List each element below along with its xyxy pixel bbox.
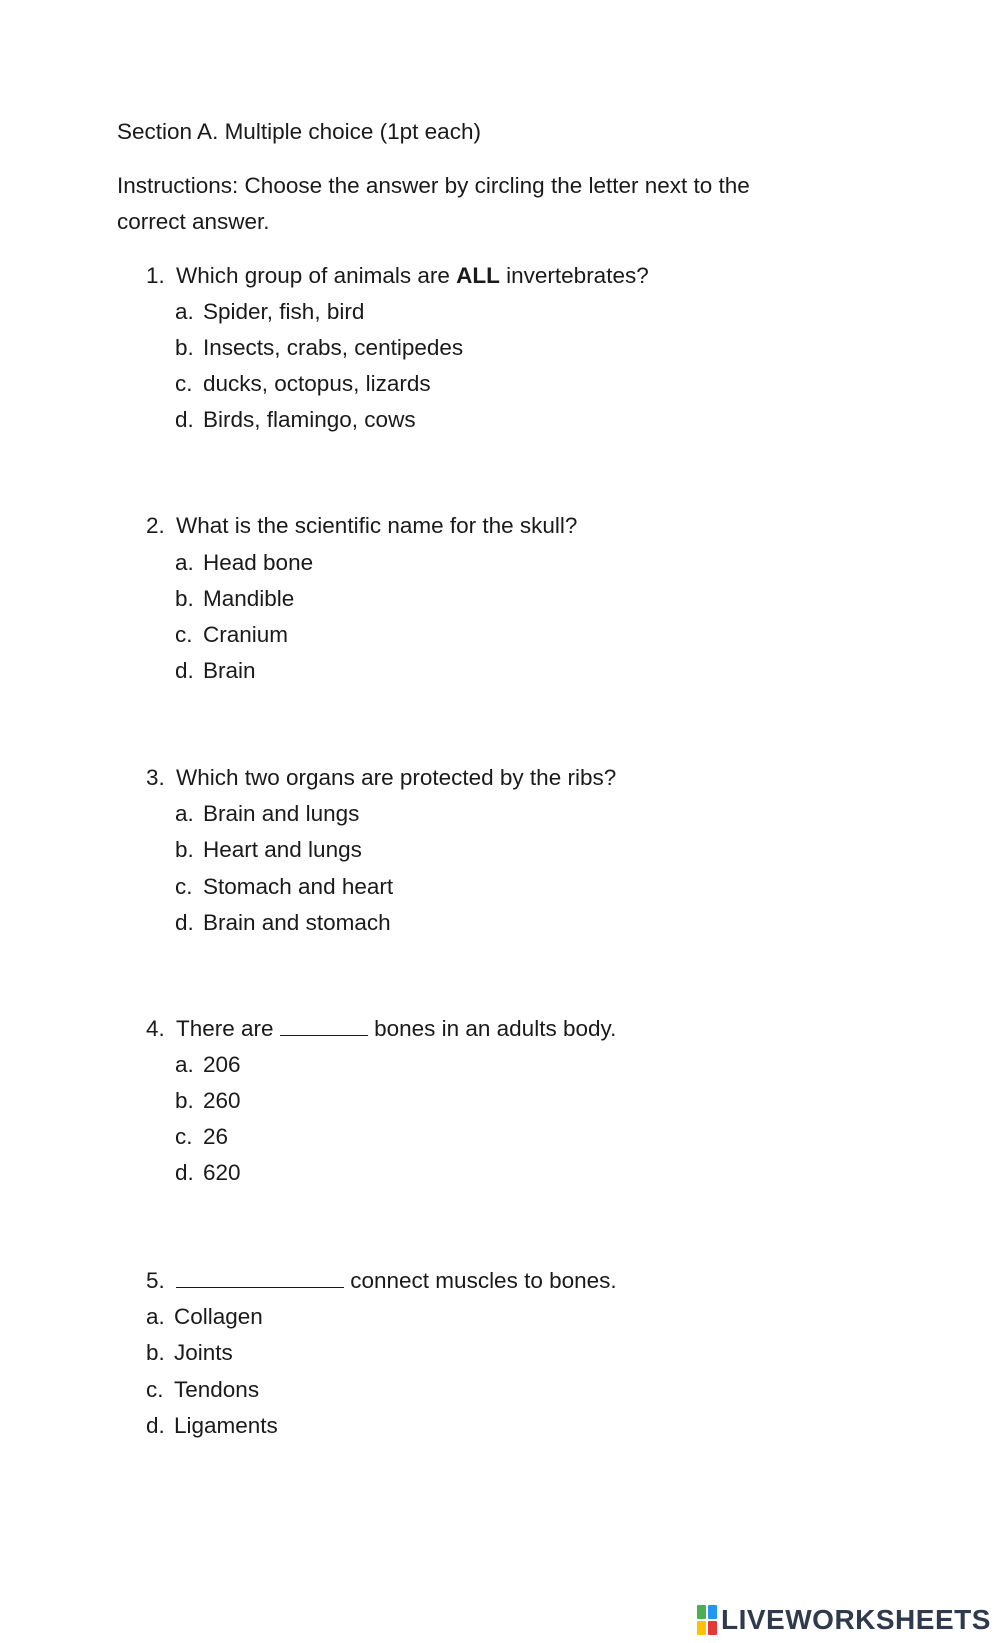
option-3a[interactable] (175, 799, 359, 829)
option-1c[interactable] (175, 369, 431, 399)
option-text: Tendons (174, 1377, 260, 1402)
logo-text: LIVEWORKSHEETS (721, 1604, 991, 1635)
option-text: 620 (203, 1160, 241, 1185)
option-letter: d. (175, 910, 194, 935)
section-title: Section A. Multiple choice (1pt each) (117, 119, 481, 144)
option-text: 26 (203, 1124, 229, 1149)
question-number: 1. (146, 263, 165, 288)
option-letter: b. (175, 586, 194, 611)
option-letter: b. (175, 335, 194, 360)
question-text: Which two organs are protected by the ribs? (176, 765, 617, 790)
question-number: 4. (146, 1016, 165, 1041)
answer-blank (176, 1267, 344, 1288)
option-4c[interactable] (175, 1122, 228, 1152)
option-text: Heart and lungs (203, 837, 362, 862)
question-number: 2. (146, 513, 165, 538)
option-text: ducks, octopus, lizards (203, 371, 431, 396)
option-1d[interactable] (175, 405, 416, 435)
option-letter: a. (175, 1052, 194, 1077)
option-text: Ligaments (174, 1413, 278, 1438)
question-3 (146, 763, 616, 793)
option-letter: c. (175, 874, 193, 899)
option-letter: d. (175, 1160, 194, 1185)
option-1a[interactable] (175, 297, 364, 327)
instructions-line-1: Instructions: Choose the answer by circling the letter next to the (117, 173, 750, 198)
option-text: Mandible (203, 586, 295, 611)
option-text: Collagen (174, 1304, 263, 1329)
option-2d[interactable] (175, 656, 256, 686)
option-3b[interactable] (175, 835, 362, 865)
option-letter: a. (175, 550, 194, 575)
question-2 (146, 511, 577, 541)
option-text: Cranium (203, 622, 289, 647)
option-letter: b. (175, 837, 194, 862)
option-text: Brain (203, 658, 256, 683)
option-letter: b. (175, 1088, 194, 1113)
option-text: 206 (203, 1052, 241, 1077)
option-5c[interactable] (146, 1375, 259, 1405)
option-3c[interactable] (175, 872, 393, 902)
option-letter: a. (175, 801, 194, 826)
option-4a[interactable] (175, 1050, 241, 1080)
option-letter: c. (175, 622, 193, 647)
question-number: 3. (146, 765, 165, 790)
question-text: invertebrates? (499, 263, 649, 288)
option-text: Brain and lungs (203, 801, 360, 826)
option-letter: d. (175, 407, 194, 432)
option-letter: a. (146, 1304, 165, 1329)
option-5d[interactable] (146, 1411, 278, 1441)
option-2c[interactable] (175, 620, 288, 650)
liveworksheets-logo-icon (697, 1605, 717, 1635)
liveworksheets-logo (697, 1603, 991, 1637)
option-3d[interactable] (175, 908, 391, 938)
option-2a[interactable] (175, 548, 313, 578)
option-letter: c. (146, 1377, 164, 1402)
question-text: What is the scientific name for the skull? (176, 513, 578, 538)
option-text: Spider, fish, bird (203, 299, 365, 324)
option-text: Stomach and heart (203, 874, 394, 899)
answer-blank (280, 1015, 368, 1036)
question-text: bones in an adults body. (367, 1016, 617, 1041)
option-text: Insects, crabs, centipedes (203, 335, 464, 360)
option-text: Joints (174, 1340, 233, 1365)
option-letter: c. (175, 1124, 193, 1149)
instructions-line-2: correct answer. (117, 209, 270, 234)
question-number: 5. (146, 1268, 165, 1293)
option-text: Brain and stomach (203, 910, 391, 935)
option-letter: a. (175, 299, 194, 324)
option-2b[interactable] (175, 584, 294, 614)
question-4 (146, 1014, 616, 1044)
option-letter: d. (146, 1413, 165, 1438)
option-5b[interactable] (146, 1338, 233, 1368)
question-emphasis: ALL (456, 263, 500, 288)
option-text: Head bone (203, 550, 314, 575)
option-4b[interactable] (175, 1086, 241, 1116)
option-1b[interactable] (175, 333, 463, 363)
option-4d[interactable] (175, 1158, 241, 1188)
option-text: Birds, flamingo, cows (203, 407, 416, 432)
option-5a[interactable] (146, 1302, 263, 1332)
option-letter: d. (175, 658, 194, 683)
question-text: Which group of animals are (176, 263, 457, 288)
question-5 (146, 1266, 617, 1296)
question-text: There are (176, 1016, 280, 1041)
option-letter: b. (146, 1340, 165, 1365)
question-1 (146, 261, 649, 291)
question-text: connect muscles to bones. (344, 1268, 617, 1293)
option-letter: c. (175, 371, 193, 396)
option-text: 260 (203, 1088, 241, 1113)
